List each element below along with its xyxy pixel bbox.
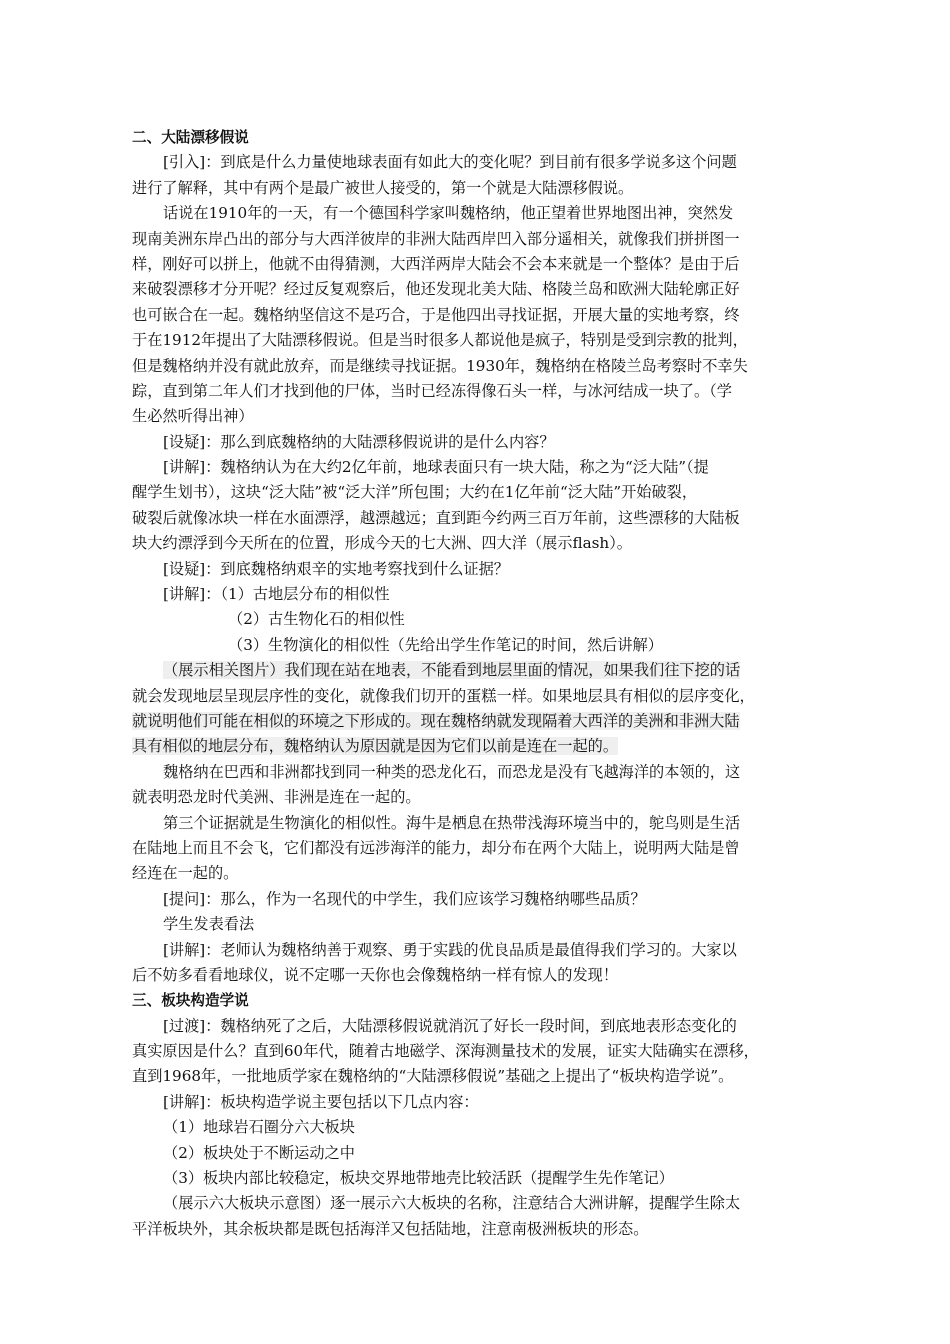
paragraph-line: 现南美洲东岸凸出的部分与大西洋彼岸的非洲大陆西岸凹入部分遥相关，就像我们拼拼图一 xyxy=(132,229,740,248)
paragraph-line: 就表明恐龙时代美洲、非洲是连在一起的。 xyxy=(132,788,421,807)
document-body xyxy=(132,125,812,1242)
paragraph-line: [讲解]：老师认为魏格纳善于观察、勇于实践的优良品质是最值得我们学习的。大家以 xyxy=(163,940,737,959)
paragraph-line: [讲解]：魏格纳认为在大约2亿年前，地球表面只有一块大陆，称之为“泛大陆”（提 xyxy=(163,458,709,477)
paragraph-line: 但是魏格纳并没有就此放弃，而是继续寻找证据。1930年，魏格纳在格陵兰岛考察时不幸失 xyxy=(132,356,748,375)
highlighted-text: 就说明他们可能在相似的环境之下形成的。现在魏格纳就发现隔着大西洋的美洲和非洲大陆 xyxy=(132,711,740,730)
paragraph-line: [引入]：到底是什么力量使地球表面有如此大的变化呢？到目前有很多学说多这个问题 xyxy=(163,153,737,172)
paragraph-line: 样，刚好可以拼上，他就不由得猜测，大西洋两岸大陆会不会本来就是一个整体？是由于后 xyxy=(132,254,740,273)
paragraph-line: 踪，直到第二年人们才找到他的尸体，当时已经冻得像石头一样，与冰河结成一块了。（学 xyxy=(132,381,732,400)
section-heading: 二、大陆漂移假说 xyxy=(132,129,249,146)
paragraph-line: 直到1968年，一批地质学家在魏格纳的“大陆漂移假说”基础之上提出了“板块构造学说”。 xyxy=(132,1067,734,1086)
section-heading: 三、板块构造学说 xyxy=(132,992,249,1010)
paragraph-line: 醒学生划书），这块“泛大陆”被“泛大洋”所包围；大约在1亿年前“泛大陆”开始破裂， xyxy=(132,483,698,502)
paragraph-line: 经连在一起的。 xyxy=(132,864,239,883)
paragraph-line: 也可嵌合在一起。魏格纳坚信这不是巧合，于是他四出寻找证据，开展大量的实地考察，终 xyxy=(132,305,740,324)
paragraph-line: 平洋板块外，其余板块都是既包括海洋又包括陆地，注意南极洲板块的形态。 xyxy=(132,1219,649,1238)
paragraph-line: 就会发现地层呈现层序性的变化，就像我们切开的蛋糕一样。如果地层具有相似的层序变化， xyxy=(132,686,755,705)
paragraph-line: [设疑]：那么到底魏格纳的大陆漂移假说讲的是什么内容？ xyxy=(163,432,555,451)
paragraph-line xyxy=(132,734,812,759)
paragraph-line: （3）板块内部比较稳定，板块交界地带地壳比较活跃（提醒学生先作笔记） xyxy=(163,1169,674,1188)
paragraph-line: 进行了解释，其中有两个是最广被世人接受的，第一个就是大陆漂移假说。 xyxy=(132,178,634,197)
paragraph-line: 魏格纳在巴西和非洲都找到同一种类的恐龙化石，而恐龙是没有飞越海洋的本领的，这 xyxy=(163,762,741,781)
paragraph-line: 学生发表看法 xyxy=(163,915,255,934)
highlighted-text: （展示相关图片）我们现在站在地表，不能看到地层里面的情况，如果我们往下挖的话 xyxy=(163,661,741,680)
paragraph-line: [过渡]：魏格纳死了之后，大陆漂移假说就消沉了好长一段时间，到底地表形态变化的 xyxy=(163,1016,737,1035)
paragraph-line: 破裂后就像冰块一样在水面漂浮，越漂越远；直到距今约两三百万年前，这些漂移的大陆板 xyxy=(132,508,740,527)
paragraph-line xyxy=(132,658,812,683)
paragraph-line: 块大约漂浮到今天所在的位置，形成今天的七大洲、四大洋（展示flash）。 xyxy=(132,534,632,553)
paragraph-line: [设疑]：到底魏格纳艰辛的实地考察找到什么证据？ xyxy=(163,559,509,578)
paragraph-line: [提问]：那么，作为一名现代的中学生，我们应该学习魏格纳哪些品质？ xyxy=(163,889,646,908)
paragraph-line: 在陆地上而且不会飞，它们都没有远涉海洋的能力，却分布在两个大陆上，说明两大陆是曾 xyxy=(132,838,740,857)
paragraph-line: 生必然听得出神） xyxy=(132,407,254,426)
paragraph-line: （1）地球岩石圈分六大板块 xyxy=(163,1118,355,1137)
paragraph-line: 真实原因是什么？直到60年代，随着古地磁学、深海测量技术的发展，证实大陆确实在漂移， xyxy=(132,1042,759,1061)
paragraph-line: 于在1912年提出了大陆漂移假说。但是当时很多人都说他是疯子，特别是受到宗教的批判， xyxy=(132,331,748,350)
paragraph-line: 后不妨多看看地球仪，说不定哪一天你也会像魏格纳一样有惊人的发现！ xyxy=(132,965,618,984)
paragraph-line: （展示六大板块示意图）逐一展示六大板块的名称，注意结合大洲讲解，提醒学生除太 xyxy=(163,1194,741,1213)
paragraph-line: 来破裂漂移才分开呢？经过反复观察后，他还发现北美大陆、格陵兰岛和欧洲大陆轮廓正好 xyxy=(132,280,740,299)
paragraph-line: （2）古生物化石的相似性 xyxy=(228,610,405,629)
paragraph-line xyxy=(132,709,812,734)
paragraph-line: 话说在1910年的一天，有一个德国科学家叫魏格纳，他正望着世界地图出神，突然发 xyxy=(163,204,734,223)
paragraph-line: [讲解]：（1）古地层分布的相似性 xyxy=(163,585,390,604)
paragraph-line: [讲解]：板块构造学说主要包括以下几点内容： xyxy=(163,1092,479,1111)
paragraph-line: （2）板块处于不断运动之中 xyxy=(163,1143,355,1162)
paragraph-line: （3）生物演化的相似性（先给出学生作笔记的时间，然后讲解） xyxy=(228,635,663,654)
highlighted-text: 具有相似的地层分布，魏格纳认为原因就是因为它们以前是连在一起的。 xyxy=(132,737,618,756)
paragraph-line: 第三个证据就是生物演化的相似性。海牛是栖息在热带浅海环境当中的，鸵鸟则是生活 xyxy=(163,813,741,832)
